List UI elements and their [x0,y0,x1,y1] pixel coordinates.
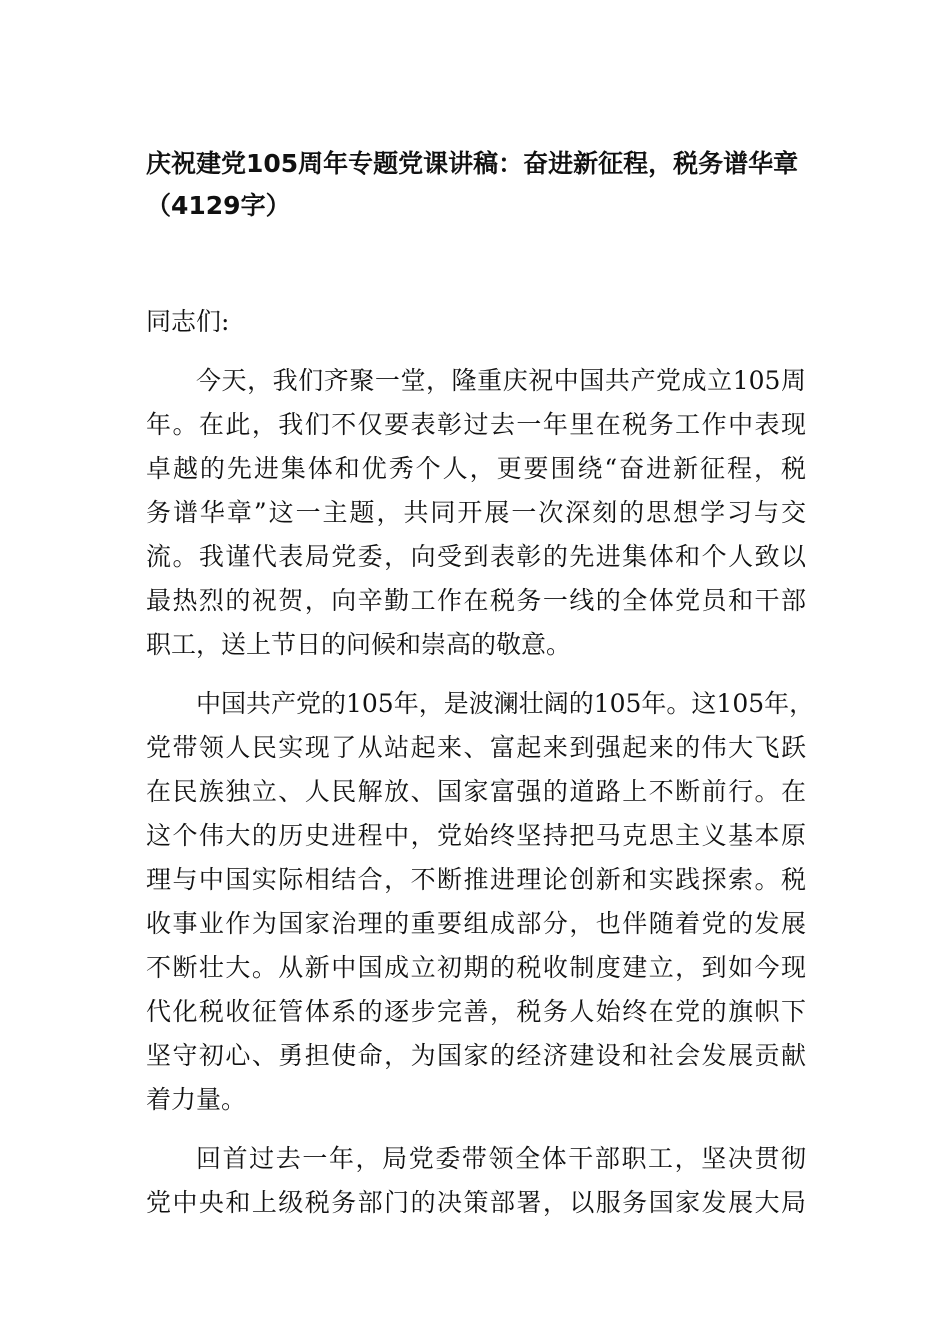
paragraph-line: 不断壮大。从新中国成立初期的税收制度建立，到如今现 [146,953,806,982]
paragraph-1 [146,359,806,667]
paragraph-2 [146,682,815,1122]
paragraph-line: 最热烈的祝贺，向辛勤工作在税务一线的全体党员和干部 [146,586,806,615]
paragraph-line: 职工，送上节日的问候和崇高的敬意。 [146,630,572,659]
paragraph-line: 年。在此，我们不仅要表彰过去一年里在税务工作中表现 [146,410,806,439]
paragraph-line: 流。我谨代表局党委，向受到表彰的先进集体和个人致以 [146,542,806,571]
document-body [146,300,815,1240]
paragraph-line: 代化税收征管体系的逐步完善，税务人始终在党的旗帜下 [146,997,806,1026]
paragraph-line: 今天，我们齐聚一堂，隆重庆祝中国共产党成立105周 [196,366,806,395]
paragraph-line: 理与中国实际相结合，不断推进理论创新和实践探索。税 [146,865,806,894]
document-title [146,143,816,227]
paragraph-line: 党中央和上级税务部门的决策部署，以服务国家发展大局 [146,1188,806,1217]
title-line-2: （4129字） [146,191,291,220]
paragraph-line: 在民族独立、人民解放、国家富强的道路上不断前行。在 [146,777,806,806]
paragraph-3 [146,1137,806,1225]
title-line-1: 庆祝建党105周年专题党课讲稿：奋进新征程，税务谱华章 [146,149,799,178]
paragraph-line: 收事业作为国家治理的重要组成部分，也伴随着党的发展 [146,909,806,938]
paragraph-line: 务谱华章”这一主题，共同开展一次深刻的思想学习与交 [146,498,806,527]
paragraph-line: 回首过去一年，局党委带领全体干部职工，坚决贯彻 [196,1144,806,1173]
paragraph-line: 这个伟大的历史进程中，党始终坚持把马克思主义基本原 [146,821,806,850]
salutation: 同志们: [146,307,230,336]
paragraph-line: 党带领人民实现了从站起来、富起来到强起来的伟大飞跃 [146,733,806,762]
paragraph-line: 中国共产党的105年，是波澜壮阔的105年。这105年， [196,689,815,718]
paragraph-line: 着力量。 [146,1085,247,1114]
paragraph-line: 坚守初心、勇担使命，为国家的经济建设和社会发展贡献 [146,1041,806,1070]
paragraph-line: 卓越的先进集体和优秀个人，更要围绕“奋进新征程，税 [146,454,806,483]
